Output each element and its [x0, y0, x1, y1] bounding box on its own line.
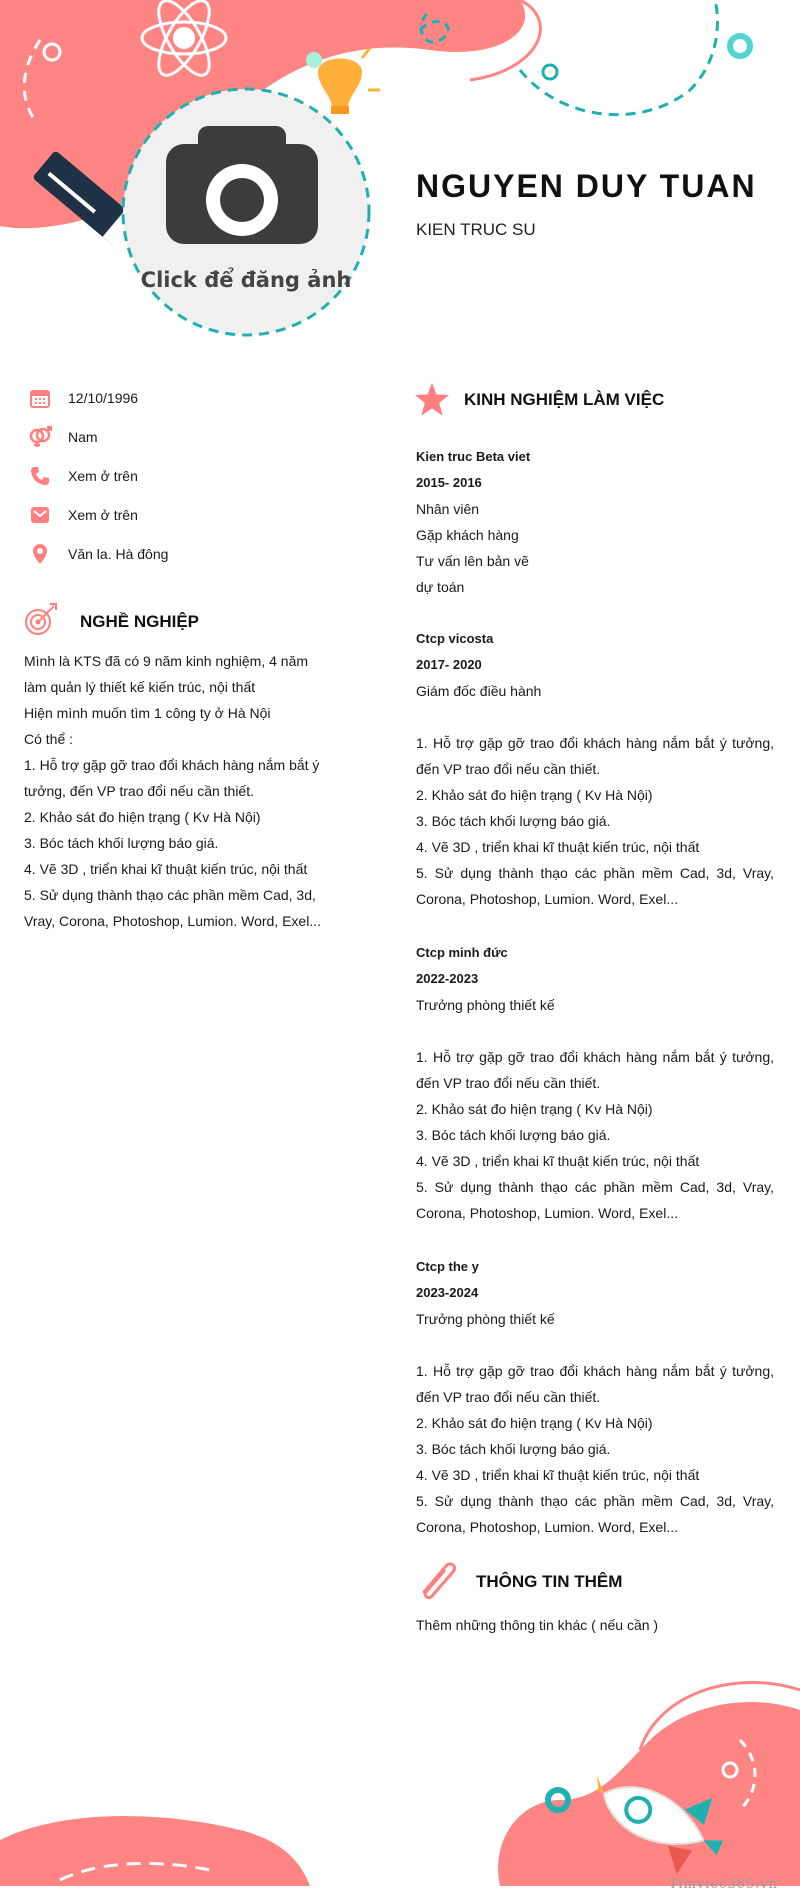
job-entry [416, 940, 774, 1226]
target-icon [24, 600, 60, 636]
contact-phone [28, 464, 138, 488]
avatar-frame [118, 84, 374, 340]
job-task: 5. Sử dụng thành thạo các phần mềm Cad, 3d, Vray, Corona, Photoshop, Lumion. Word, Exel... [416, 865, 774, 907]
candidate-name: NGUYEN DUY TUAN [416, 168, 757, 204]
career-line: Hiện mình muốn tìm 1 công ty ở Hà Nội [24, 705, 271, 721]
contact-email [28, 503, 138, 527]
career-line: Có thể : [24, 731, 74, 747]
star-icon [414, 382, 450, 418]
contact-birthdate [28, 386, 138, 410]
job-task: 4. Vẽ 3D , triển khai kĩ thuật kiến trúc, nội thất [416, 839, 700, 855]
contact-address [28, 542, 168, 566]
job-period: 2023-2024 [416, 1285, 479, 1300]
job-task: 4. Vẽ 3D , triển khai kĩ thuật kiến trúc, nội thất [416, 1467, 700, 1483]
contact-phone-value: Xem ở trên [68, 468, 138, 484]
career-line: 5. Sử dụng thành thạo các phần mềm Cad, 3d, [24, 887, 316, 903]
career-line: 1. Hỗ trợ gặp gỡ trao đổi khách hàng nắm bắt ý [24, 757, 320, 773]
job-entry [416, 444, 774, 600]
job-period: 2015- 2016 [416, 475, 482, 490]
career-line: làm quản lý thiết kế kiến trúc, nội thất [24, 679, 256, 695]
watermark: Timviec365.vn [668, 1877, 778, 1892]
job-task: 1. Hỗ trợ gặp gỡ trao đổi khách hàng nắm bắt ý tưởng, đến VP trao đổi nếu cần thiết. [416, 735, 774, 777]
job-company: Kien truc Beta viet [416, 449, 531, 464]
job-line: dự toán [416, 579, 465, 595]
job-task: 5. Sử dụng thành thạo các phần mềm Cad, 3d, Vray, Corona, Photoshop, Lumion. Word, Exel... [416, 1179, 774, 1221]
job-task: 2. Khảo sát đo hiện trạng ( Kv Hà Nội) [416, 787, 653, 803]
calendar-icon [28, 386, 52, 410]
experience-title: KINH NGHIỆM LÀM VIỆC [464, 390, 665, 409]
paperclip-icon [414, 1556, 460, 1602]
job-task: 2. Khảo sát đo hiện trạng ( Kv Hà Nội) [416, 1101, 653, 1117]
career-line: Mình là KTS đã có 9 năm kinh nghiệm, 4 năm [24, 653, 309, 669]
contact-gender-value: Nam [68, 429, 98, 445]
job-task: 3. Bóc tách khối lượng báo giá. [416, 813, 611, 829]
contact-email-value: Xem ở trên [68, 507, 138, 523]
contact-gender [28, 425, 98, 449]
job-task: 1. Hỗ trợ gặp gỡ trao đổi khách hàng nắm bắt ý tưởng, đến VP trao đổi nếu cần thiết. [416, 1049, 774, 1091]
job-role: Trưởng phòng thiết kế [416, 1311, 555, 1327]
job-company: Ctcp vicosta [416, 631, 494, 646]
email-icon [28, 503, 52, 527]
job-task: 3. Bóc tách khối lượng báo giá. [416, 1441, 611, 1457]
gender-icon [28, 425, 52, 449]
job-period: 2022-2023 [416, 971, 479, 986]
job-entry [416, 626, 774, 912]
career-title: NGHỀ NGHIỆP [80, 612, 200, 631]
job-entry [416, 1254, 774, 1540]
job-title: KIEN TRUC SU [416, 220, 536, 239]
location-pin-icon [28, 542, 52, 566]
career-line: tưởng, đến VP trao đổi nếu cần thiết. [24, 783, 255, 799]
extra-title: THÔNG TIN THÊM [476, 1572, 623, 1591]
job-task: 3. Bóc tách khối lượng báo giá. [416, 1127, 611, 1143]
job-task: 2. Khảo sát đo hiện trạng ( Kv Hà Nội) [416, 1415, 653, 1431]
career-line: 4. Vẽ 3D , triển khai kĩ thuật kiến trúc, nội thất [24, 861, 308, 877]
job-task: 4. Vẽ 3D , triển khai kĩ thuật kiến trúc, nội thất [416, 1153, 700, 1169]
avatar-upload-label: Click để đăng ảnh [140, 268, 352, 292]
job-company: Ctcp the y [416, 1259, 479, 1274]
job-line: Tư vấn lên bản vẽ [416, 553, 529, 569]
extra-text: Thêm những thông tin khác ( nếu cần ) [416, 1617, 659, 1633]
career-line: Vray, Corona, Photoshop, Lumion. Word, Exel... [24, 913, 322, 929]
job-task: 1. Hỗ trợ gặp gỡ trao đổi khách hàng nắm bắt ý tưởng, đến VP trao đổi nếu cần thiết. [416, 1363, 774, 1405]
career-line: 2. Khảo sát đo hiện trạng ( Kv Hà Nội) [24, 809, 261, 825]
job-period: 2017- 2020 [416, 657, 482, 672]
phone-icon [28, 464, 52, 488]
career-objective [24, 648, 334, 934]
contact-birthdate-value: 12/10/1996 [68, 390, 139, 406]
contact-address-value: Văn la. Hà đông [68, 546, 169, 562]
job-line: Nhân viên [416, 501, 480, 517]
career-line: 3. Bóc tách khối lượng báo giá. [24, 835, 219, 851]
avatar-upload[interactable] [118, 84, 374, 340]
job-task: 5. Sử dụng thành thạo các phần mềm Cad, 3d, Vray, Corona, Photoshop, Lumion. Word, Exel... [416, 1493, 774, 1535]
rocket-icon [590, 1770, 730, 1870]
job-line: Gặp khách hàng [416, 527, 519, 543]
job-role: Giám đốc điều hành [416, 683, 542, 699]
job-company: Ctcp minh đức [416, 945, 508, 960]
job-role: Trưởng phòng thiết kế [416, 997, 555, 1013]
